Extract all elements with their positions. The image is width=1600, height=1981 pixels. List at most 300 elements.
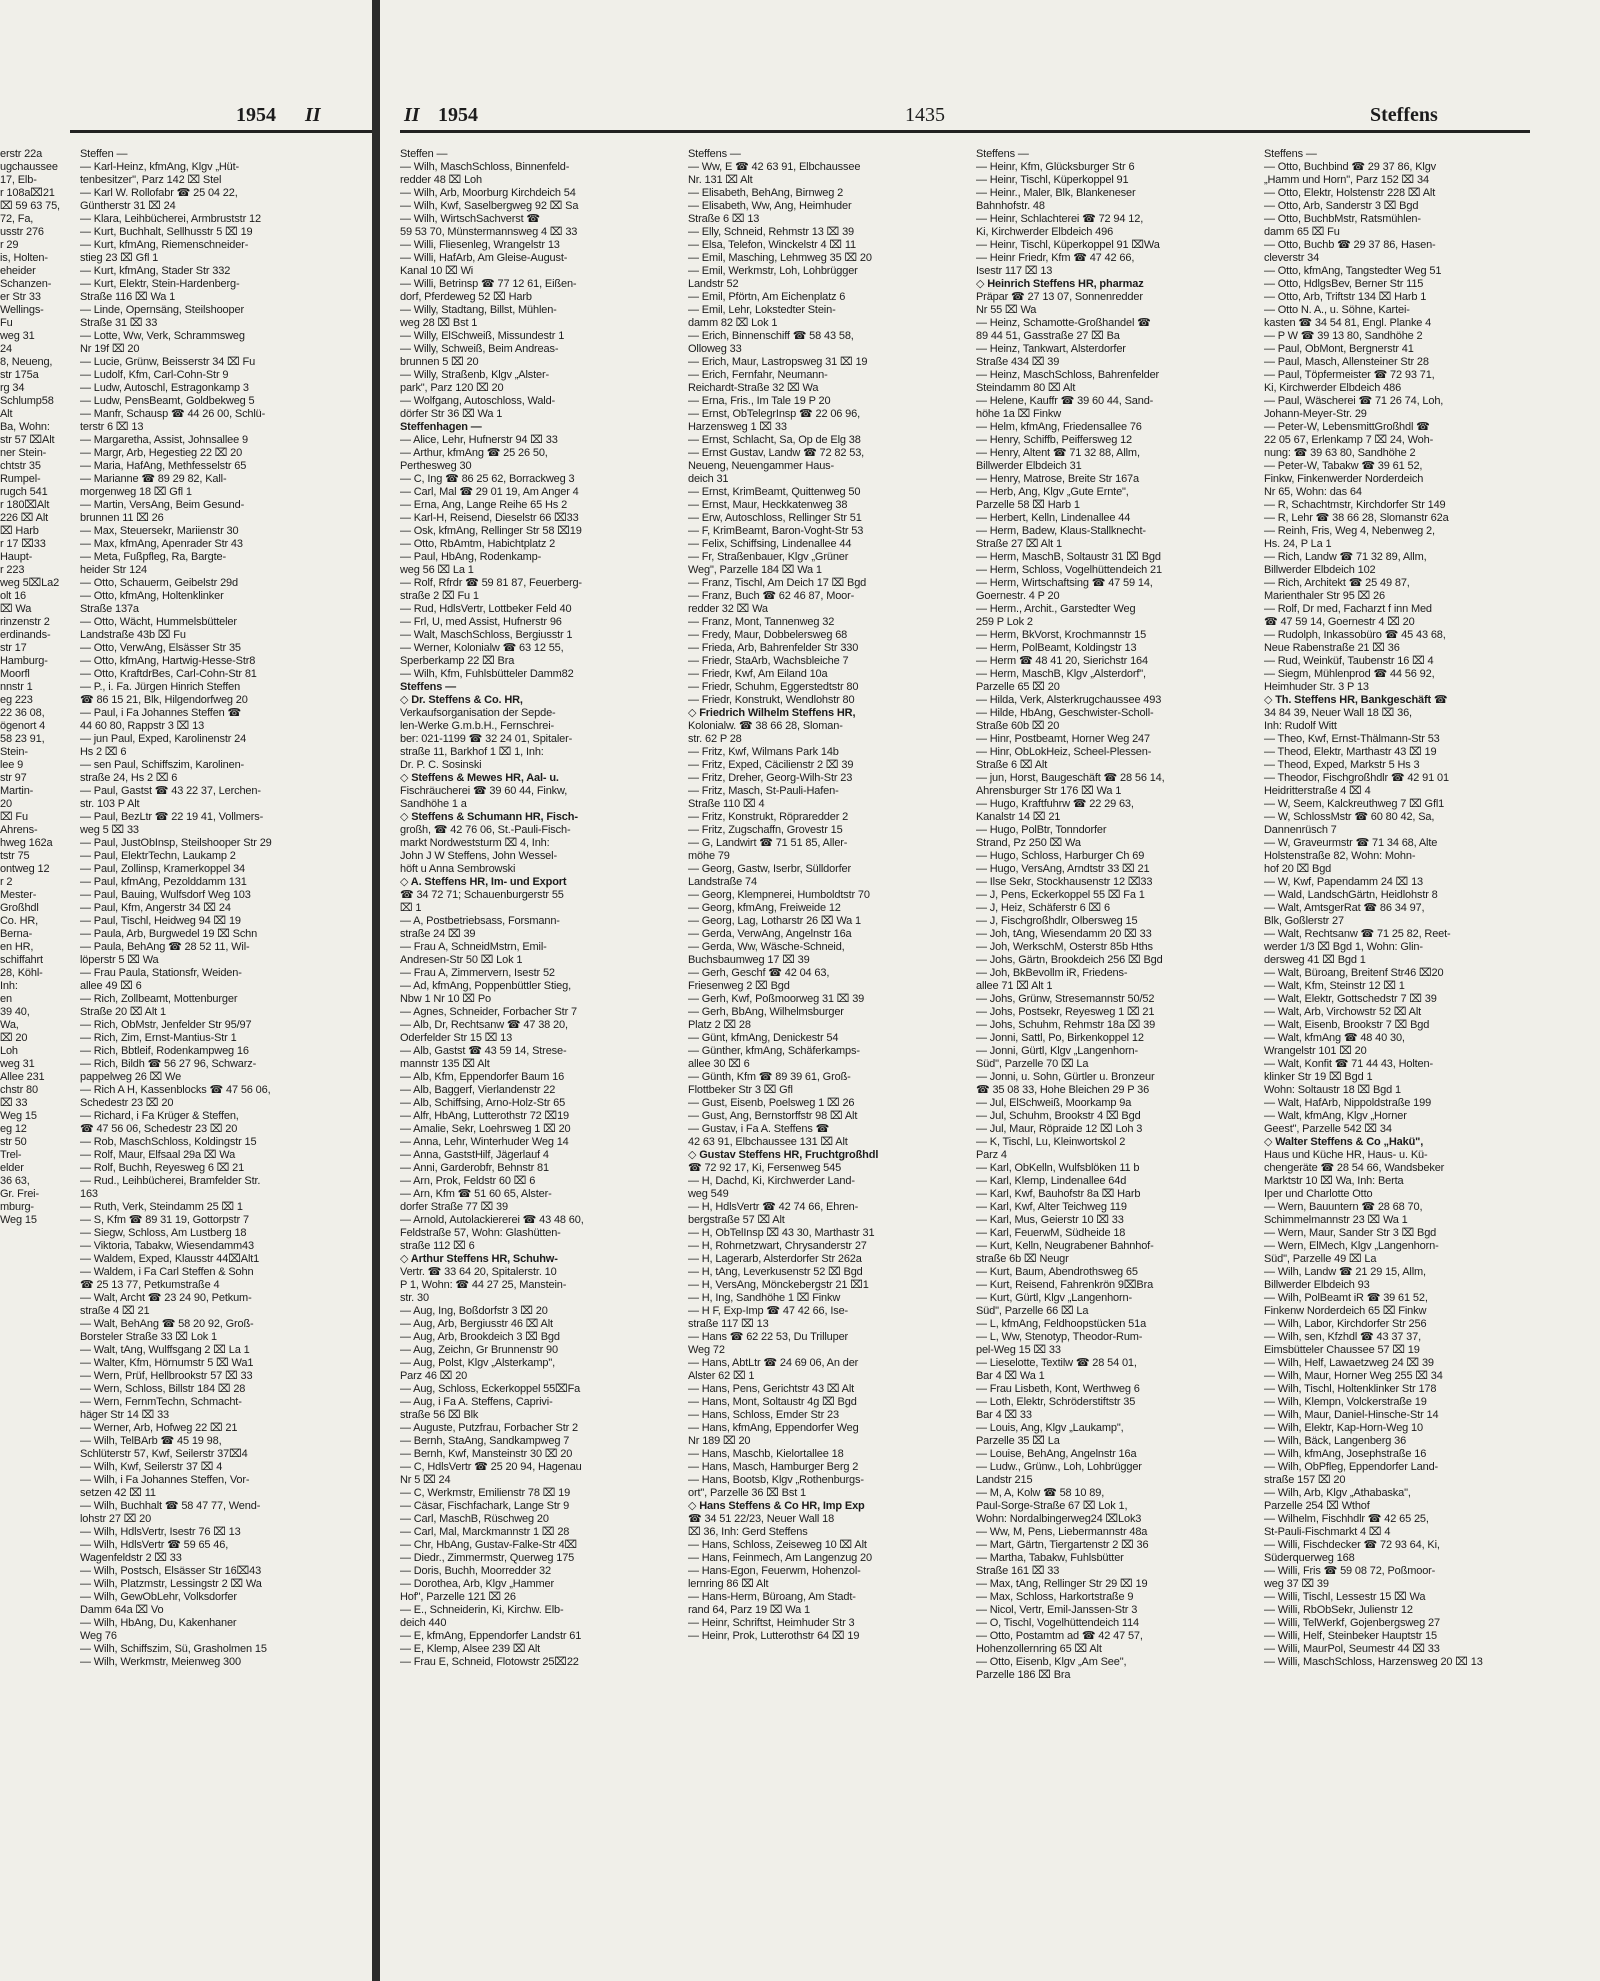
directory-entry-line: — Hugo, PolBtr, Tonndorfer xyxy=(976,824,1107,836)
directory-entry-line: — Paul, Tischl, Heidweg 94 ⌧ 19 xyxy=(80,915,241,927)
directory-entry-line: — Willy, ElSchweiß, Missundestr 1 xyxy=(400,330,565,342)
directory-entry-line: — Willi, MaurPol, Seumestr 44 ⌧ 33 xyxy=(1264,1643,1440,1655)
directory-entry-line: str. 103 P Alt xyxy=(80,798,140,810)
directory-entry-line: Neue Rabenstraße 21 ⌧ 36 xyxy=(1264,642,1400,654)
directory-entry-line: — Wilh, ObPfleg, Eppendorfer Land- xyxy=(1264,1461,1439,1473)
directory-entry-line: — Emil, Masching, Lehmweg 35 ⌧ 20 xyxy=(688,252,872,264)
directory-entry-line: — Ernst, Maur, Heckkatenweg 38 xyxy=(688,499,848,511)
fragment-line: r 180⌧Alt xyxy=(0,499,50,511)
directory-entry-line: — Wilh, kfmAng, Josephstraße 16 xyxy=(1264,1448,1427,1460)
directory-entry-line: terstr 6 ⌧ 13 xyxy=(80,421,144,433)
directory-entry-line: park", Parz 120 ⌧ 20 xyxy=(400,382,504,394)
directory-entry-line: Feldstraße 57, Wohn: Glashütten- xyxy=(400,1227,561,1239)
directory-entry-line: — Rich, ObMstr, Jenfelder Str 95/97 xyxy=(80,1019,252,1031)
fragment-line: 226 ⌧ Alt xyxy=(0,512,49,524)
directory-entry-line: — Paul, i Fa Johannes Steffen ☎ xyxy=(80,707,242,719)
directory-entry-line: — Arthur, kfmAng ☎ 25 26 50, xyxy=(400,447,548,459)
directory-entry-line: — Günther, kfmAng, Schäferkamps- xyxy=(688,1045,860,1057)
directory-entry-line: ◇ Gustav Steffens HR, Fruchtgroßhdl xyxy=(688,1149,879,1161)
directory-entry-line: — Paul, Töpfermeister ☎ 72 93 71, xyxy=(1264,369,1435,381)
directory-entry-line: — Arnold, Autolackiererei ☎ 43 48 60, xyxy=(400,1214,584,1226)
directory-entry-line: — Viktoria, Tabakw, Wiesendamm43 xyxy=(80,1240,254,1252)
directory-entry-line: 34 84 39, Neuer Wall 18 ⌧ 36, xyxy=(1264,707,1412,719)
left-header-rule xyxy=(70,130,372,133)
directory-entry-line: Straße 60b ⌧ 20 xyxy=(976,720,1060,732)
directory-entry-line: — Otto, RbAmtm, Habichtplatz 2 xyxy=(400,538,556,550)
directory-entry-line: Landstraße 74 xyxy=(688,876,757,888)
directory-entry-line: — Elsa, Telefon, Winckelstr 4 ⌧ 11 xyxy=(688,239,856,251)
fragment-line: Moorfl xyxy=(0,668,30,680)
directory-entry-line: — Anna, Lehr, Winterhuder Weg 14 xyxy=(400,1136,569,1148)
directory-entry-line: — Paul, kfmAng, Pezolddamm 131 xyxy=(80,876,247,888)
directory-entry-line: — Aug, Arb, Bergiusstr 46 ⌧ Alt xyxy=(400,1318,553,1330)
directory-entry-line: — Günt, kfmAng, Denickestr 54 xyxy=(688,1032,839,1044)
directory-entry-line: — Theo, Kwf, Ernst-Thälmann-Str 53 xyxy=(1264,733,1440,745)
directory-entry-line: Wagenfeldstr 2 ⌧ 33 xyxy=(80,1552,182,1564)
directory-entry-line: — Karl, Kwf, Bauhofstr 8a ⌧ Harb xyxy=(976,1188,1141,1200)
directory-entry-line: — Otto, KraftdrBes, Carl-Cohn-Str 81 xyxy=(80,668,257,680)
directory-entry-line: — Alfr, HbAng, Lutterothstr 72 ⌧19 xyxy=(400,1110,569,1122)
directory-entry-line: — Rich, Zim, Ernst-Mantius-Str 1 xyxy=(80,1032,237,1044)
directory-entry-line: Schedestr 23 ⌧ 20 xyxy=(80,1097,174,1109)
directory-entry-line: straße 24, Hs 2 ⌧ 6 xyxy=(80,772,178,784)
directory-entry-line: Kolonialw. ☎ 38 66 28, Sloman- xyxy=(688,720,843,732)
fragment-line: is, Holten- xyxy=(0,252,48,264)
fragment-line: 39 40, xyxy=(0,1006,30,1018)
directory-entry-line: Nr. 131 ⌧ Alt xyxy=(688,174,753,186)
directory-entry-line: — Wilh, i Fa Johannes Steffen, Vor- xyxy=(80,1474,250,1486)
directory-entry-line: — Kurt, Reisend, Fahrenkrön 9⌧Bra xyxy=(976,1279,1154,1291)
directory-entry-line: Parzelle 254 ⌧ Wthof xyxy=(1264,1500,1370,1512)
directory-entry-line: Ahrensburger Str 176 ⌧ Wa 1 xyxy=(976,785,1122,797)
directory-entry-line: straße 4 ⌧ 21 xyxy=(80,1305,150,1317)
directory-entry-line: Weg", Parzelle 184 ⌧ Wa 1 xyxy=(688,564,822,576)
directory-entry-line: höft u Anna Sembrowski xyxy=(400,863,516,875)
directory-entry-line: Straße 31 ⌧ 33 xyxy=(80,317,158,329)
directory-entry-line: Harzensweg 1 ⌧ 33 xyxy=(688,421,787,433)
directory-entry-line: — Wilh, Tischl, Holtenklinker Str 178 xyxy=(1264,1383,1437,1395)
left-directory-column xyxy=(80,148,372,1978)
directory-entry-line: ◇ Arthur Steffens HR, Schuhw- xyxy=(400,1253,558,1265)
directory-entry-line: — Johs, Schuhm, Rehmstr 18a ⌧ 39 xyxy=(976,1019,1156,1031)
directory-entry-line: Heimhuder Str. 3 P 13 xyxy=(1264,681,1369,693)
directory-entry-line: — Ad, kfmAng, Poppenbüttler Stieg, xyxy=(400,980,572,992)
directory-entry-line: — Willi, Betrinsp ☎ 77 12 61, Eißen- xyxy=(400,278,577,290)
directory-entry-line: — Nicol, Vertr, Emil-Janssen-Str 3 xyxy=(976,1604,1138,1616)
directory-entry-line: Straße 27 ⌧ Alt 1 xyxy=(976,538,1062,550)
directory-entry-line: — Gerh, Kwf, Poßmoorweg 31 ⌧ 39 xyxy=(688,993,865,1005)
directory-entry-line: — Walt, Kfm, Steinstr 12 ⌧ 1 xyxy=(1264,980,1405,992)
directory-entry-line: — Rolf, Maur, Elfsaal 29a ⌧ Wa xyxy=(80,1149,236,1161)
directory-entry-line: — Rich, Zollbeamt, Mottenburger xyxy=(80,993,238,1005)
directory-entry-line: brunnen 11 ⌧ 26 xyxy=(80,512,164,524)
directory-entry-line: — Heinr, Schriftst, Heimhuder Str 3 xyxy=(688,1617,855,1629)
directory-entry-line: — Helene, Kauffr ☎ 39 60 44, Sand- xyxy=(976,395,1154,407)
directory-entry-line: — Otto, Elektr, Holstenstr 228 ⌧ Alt xyxy=(1264,187,1436,199)
fragment-line: Rumpel- xyxy=(0,473,41,485)
directory-entry-line: — Otto, Buchbind ☎ 29 37 86, Klgv xyxy=(1264,161,1437,173)
fragment-line: Schanzen- xyxy=(0,278,52,290)
directory-entry-line: — Lotte, Ww, Verk, Schrammsweg xyxy=(80,330,245,342)
directory-entry-line: — Gust, Ang, Bernstorffstr 98 ⌧ Alt xyxy=(688,1110,858,1122)
directory-entry-line: — Friedr, Schuhm, Eggerstedtstr 80 xyxy=(688,681,859,693)
directory-entry-line: — Arn, Prok, Feldstr 60 ⌧ 6 xyxy=(400,1175,536,1187)
directory-entry-line: möhe 79 xyxy=(688,850,730,862)
directory-entry-line: — Ludw, PensBeamt, Goldbekweg 5 xyxy=(80,395,255,407)
fragment-line: ⌧ Wa xyxy=(0,603,32,615)
directory-entry-line: — Elisabeth, Ww, Ang, Heimhuder xyxy=(688,200,852,212)
directory-entry-line: — Karl W. Rollofabr ☎ 25 04 22, xyxy=(80,187,238,199)
directory-entry-line: Andresen-Str 50 ⌧ Lok 1 xyxy=(400,954,523,966)
directory-entry-line: pappelweg 26 ⌧ We xyxy=(80,1071,182,1083)
directory-entry-line: — Linde, Opernsäng, Steilshooper xyxy=(80,304,244,316)
directory-entry-line: 259 P Lok 2 xyxy=(976,616,1033,628)
directory-entry-line: — Wilh, Landw ☎ 21 29 15, Allm, xyxy=(1264,1266,1426,1278)
directory-entry-line: Hs 2 ⌧ 6 xyxy=(80,746,127,758)
directory-entry-line: — Ilse Sekr, Stockhausenstr 12 ⌧33 xyxy=(976,876,1153,888)
directory-entry-line: — Dorothea, Arb, Klgv „Hammer xyxy=(400,1578,554,1590)
directory-entry-line: Straße 116 ⌧ Wa 1 xyxy=(80,291,176,303)
directory-entry-line: — Doris, Buchh, Moorredder 32 xyxy=(400,1565,551,1577)
directory-entry-line: — Wilh, Labor, Kirchdorfer Str 256 xyxy=(1264,1318,1427,1330)
directory-entry-line: weg 28 ⌧ Bst 1 xyxy=(400,317,478,329)
directory-entry-line: weg 56 ⌧ La 1 xyxy=(400,564,474,576)
directory-entry-line: ort", Parzelle 36 ⌧ Bst 1 xyxy=(688,1487,806,1499)
directory-entry-line: — Wilhelm, Fischhdlr ☎ 42 65 25, xyxy=(1264,1513,1429,1525)
directory-entry-line: Hof", Parzelle 121 ⌧ 26 xyxy=(400,1591,516,1603)
directory-entry-line: — Willi, Helf, Steinbeker Hauptstr 15 xyxy=(1264,1630,1437,1642)
directory-entry-line: — Wilh, Arb, Moorburg Kirchdeich 54 xyxy=(400,187,576,199)
directory-entry-line: — Herm ☎ 48 41 20, Sierichstr 164 xyxy=(976,655,1148,667)
directory-entry-line: ☎ 34 51 22/23, Neuer Wall 18 xyxy=(688,1513,835,1525)
fragment-line: olt 16 xyxy=(0,590,27,602)
directory-entry-line: Perthesweg 30 xyxy=(400,460,472,472)
directory-entry-line: rand 64, Parz 19 ⌧ Wa 1 xyxy=(688,1604,810,1616)
fragment-line: Ahrens- xyxy=(0,824,38,836)
fragment-line: Haupt- xyxy=(0,551,33,563)
directory-entry-line: — C, Ing ☎ 86 25 62, Borrackweg 3 xyxy=(400,473,575,485)
directory-entry-line: Landstr 215 xyxy=(976,1474,1033,1486)
directory-entry-line: — Fritz, Dreher, Georg-Wilh-Str 23 xyxy=(688,772,853,784)
directory-entry-line: Güntherstr 31 ⌧ 24 xyxy=(80,200,176,212)
directory-entry-line: — Wilh, Klempn, Volckerstraße 19 xyxy=(1264,1396,1427,1408)
directory-entry-line: — Willi, HafArb, Am Gleise-August- xyxy=(400,252,568,264)
fragment-line: hweg 162a xyxy=(0,837,53,849)
directory-entry-line: Finkenw Norderdeich 65 ⌧ Finkw xyxy=(1264,1305,1427,1317)
directory-entry-line: — Otto, kfmAng, Tangstedter Weg 51 xyxy=(1264,265,1442,277)
directory-entry-line: straße 117 ⌧ 13 xyxy=(688,1318,769,1330)
directory-entry-line: — Gerda, Ww, Wäsche-Schneid, xyxy=(688,941,845,953)
directory-entry-line: — Wilh, Bäck, Langenberg 36 xyxy=(1264,1435,1407,1447)
directory-entry-line: — Jonni, u. Sohn, Gürtler u. Bronzeur xyxy=(976,1071,1155,1083)
directory-entry-line: — Aug, Ing, Boßdorfstr 3 ⌧ 20 xyxy=(400,1305,548,1317)
directory-entry-line: — Walt, Arb, Virchowstr 52 ⌧ Alt xyxy=(1264,1006,1422,1018)
directory-entry-line: — Hans, Schloss, Zeiseweg 10 ⌧ Alt xyxy=(688,1539,867,1551)
directory-entry-line: — Gerh, BbAng, Wilhelmsburger xyxy=(688,1006,844,1018)
directory-entry-line: — C, Werkmstr, Emilienstr 78 ⌧ 19 xyxy=(400,1487,571,1499)
directory-entry-line: — R, Schachtmstr, Kirchdorfer Str 149 xyxy=(1264,499,1446,511)
directory-entry-line: — L, kfmAng, Feldhoopstücken 51a xyxy=(976,1318,1147,1330)
book-gutter xyxy=(372,0,380,1981)
fragment-line: r 17 ⌧33 xyxy=(0,538,46,550)
directory-entry-line: Bar 4 ⌧ 33 xyxy=(976,1409,1032,1421)
directory-entry-line: Parzelle 186 ⌧ Bra xyxy=(976,1669,1071,1681)
directory-entry-line: — Karl, Mus, Geierstr 10 ⌧ 33 xyxy=(976,1214,1124,1226)
directory-entry-line: — Hans, Maschb, Kielortallee 18 xyxy=(688,1448,844,1460)
directory-entry-line: — Otto, HdlgsBev, Berner Str 115 xyxy=(1264,278,1424,290)
directory-entry-line: — Rolf, Rfrdr ☎ 59 81 87, Feuerberg- xyxy=(400,577,582,589)
directory-entry-line: straße 56 ⌧ Blk xyxy=(400,1409,479,1421)
fragment-line: eheider xyxy=(0,265,36,277)
directory-entry-line: — Paula, Arb, Burgwedel 19 ⌧ Schn xyxy=(80,928,258,940)
directory-entry-line: — Walt, Rechtsanw ☎ 71 25 82, Reet- xyxy=(1264,928,1451,940)
directory-entry-line: — Maria, HafAng, Methfesselstr 65 xyxy=(80,460,247,472)
directory-entry-line: allee 49 ⌧ 6 xyxy=(80,980,142,992)
directory-entry-line: — Aug, i Fa A. Steffens, Caprivi- xyxy=(400,1396,553,1408)
directory-entry-line: Straße 6 ⌧ Alt xyxy=(976,759,1048,771)
fragment-line: rinzenstr 2 xyxy=(0,616,50,628)
directory-entry-line: Verkaufsorganisation der Sepde- xyxy=(400,707,556,719)
directory-entry-line: Billwerder Elbdeich 102 xyxy=(1264,564,1376,576)
fragment-line: Trel- xyxy=(0,1149,22,1161)
directory-entry-line: — Aug, Arb, Brookdeich 3 ⌧ Bgd xyxy=(400,1331,560,1343)
directory-entry-line: straße 112 ⌧ 6 xyxy=(400,1240,475,1252)
directory-entry-line: nung: ☎ 39 63 80, Sandhöhe 2 xyxy=(1264,447,1416,459)
directory-entry-line: — Wilh, Maur, Horner Weg 255 ⌧ 34 xyxy=(1264,1370,1443,1382)
directory-entry-line: — Marianne ☎ 89 29 82, Kall- xyxy=(80,473,227,485)
left-header-year: 1954 xyxy=(236,104,276,126)
directory-entry-line: Weg 72 xyxy=(688,1344,725,1356)
directory-entry-line: Heidritterstraße 4 ⌧ 4 xyxy=(1264,785,1371,797)
directory-entry-line: — H, ObTelInsp ⌧ 43 30, Marthastr 31 xyxy=(688,1227,875,1239)
directory-entry-line: Süd", Parzelle 70 ⌧ La xyxy=(976,1058,1089,1070)
directory-entry-line: Nr 189 ⌧ 20 xyxy=(688,1435,751,1447)
directory-entry-line: — Meta, Fußpfleg, Ra, Bargte- xyxy=(80,551,227,563)
column-continuation-head: Steffen — xyxy=(400,148,448,160)
directory-entry-line: höhe 1a ⌧ Finkw xyxy=(976,408,1062,420)
directory-entry-line: — Wilh, TelBArb ☎ 45 19 98, xyxy=(80,1435,222,1447)
directory-entry-line: — Georg, Klempnerei, Humboldtstr 70 xyxy=(688,889,870,901)
directory-column-2 xyxy=(688,148,970,1978)
directory-entry-line: Steffenhagen — xyxy=(400,421,482,433)
directory-entry-line: — Herm, Wirtschaftsing ☎ 47 59 14, xyxy=(976,577,1153,589)
directory-entry-line: — H F, Exp-Imp ☎ 47 42 66, Ise- xyxy=(688,1305,849,1317)
directory-entry-line: klinker Str 19 ⌧ Bgd 1 xyxy=(1264,1071,1373,1083)
directory-entry-line: — Franz, Buch ☎ 62 46 87, Moor- xyxy=(688,590,855,602)
directory-entry-line: Nr 5 ⌧ 24 xyxy=(400,1474,451,1486)
directory-entry-line: Nbw 1 Nr 10 ⌧ Po xyxy=(400,993,491,1005)
directory-entry-line: — Heinz, Schamotte-Großhandel ☎ xyxy=(976,317,1151,329)
fragment-line: weg 5⌧La2 xyxy=(0,577,60,589)
directory-entry-line: — Günth, Kfm ☎ 89 39 61, Groß- xyxy=(688,1071,851,1083)
directory-entry-line: 89 44 51, Gasstraße 27 ⌧ Ba xyxy=(976,330,1120,342)
directory-entry-line: — Rolf, Buchh, Reyesweg 6 ⌧ 21 xyxy=(80,1162,245,1174)
directory-entry-line: Hs. 24, P La 1 xyxy=(1264,538,1332,550)
directory-entry-line: — Karl, Kwf, Alter Teichweg 119 xyxy=(976,1201,1127,1213)
directory-entry-line: — Wern, Bauuntern ☎ 28 68 70, xyxy=(1264,1201,1423,1213)
directory-entry-line: — Alb, Baggerf, Vierlandenstr 22 xyxy=(400,1084,556,1096)
directory-entry-line: — Ludw, Autoschl, Estragonkamp 3 xyxy=(80,382,249,394)
directory-entry-line: — J, Pens, Eckerkoppel 55 ⌧ Fa 1 xyxy=(976,889,1145,901)
directory-entry-line: — Hans ☎ 62 22 53, Du Trilluper xyxy=(688,1331,849,1343)
directory-entry-line: — Walt, BehAng ☎ 58 20 92, Groß- xyxy=(80,1318,254,1330)
directory-entry-line: ◇ Friedrich Wilhelm Steffens HR, xyxy=(688,707,856,719)
directory-entry-line: — P W ☎ 39 13 80, Sandhöhe 2 xyxy=(1264,330,1423,342)
directory-entry-line: ◇ A. Steffens HR, Im- und Export xyxy=(400,876,567,888)
directory-entry-line: Landstraße 43b ⌧ Fu xyxy=(80,629,186,641)
directory-entry-line: — Heinr, Tischl, Küperkoppel 91 ⌧Wa xyxy=(976,239,1160,251)
directory-entry-line: Wohn: Nordalbingerweg24 ⌧Lok3 xyxy=(976,1513,1142,1525)
directory-entry-line: — H, Dachd, Ki, Kirchwerder Land- xyxy=(688,1175,855,1187)
directory-entry-line: — Frau A, Zimmervern, Isestr 52 xyxy=(400,967,555,979)
directory-entry-line: — Wilh, HbAng, Du, Kakenhaner xyxy=(80,1617,237,1629)
directory-entry-line: — Hans, Mont, Soltaustr 4g ⌧ Bgd xyxy=(688,1396,857,1408)
directory-entry-line: — Kurt, Baum, Abendrothsweg 65 xyxy=(976,1266,1138,1278)
directory-entry-line: tenbesitzer", Parz 142 ⌧ Stel xyxy=(80,174,222,186)
directory-entry-line: — Heinr, Schlachterei ☎ 72 94 12, xyxy=(976,213,1144,225)
directory-entry-line: ◇ Heinrich Steffens HR, pharmaz xyxy=(976,278,1144,290)
fragment-line: usstr 276 xyxy=(0,226,44,238)
directory-entry-line: — Gust, Eisenb, Poelsweg 1 ⌧ 26 xyxy=(688,1097,855,1109)
directory-entry-line: — Frl, U, med Assist, Hufnerstr 96 xyxy=(400,616,562,628)
directory-entry-line: Landstr 52 xyxy=(688,278,739,290)
directory-entry-line: — Willi, Fischdecker ☎ 72 93 64, Ki, xyxy=(1264,1539,1440,1551)
directory-entry-line: — Waldem, Exped, Klausstr 44⌧Alt1 xyxy=(80,1253,260,1265)
directory-entry-line: — Paul, Bauing, Wulfsdorf Weg 103 xyxy=(80,889,251,901)
directory-entry-line: Marienthaler Str 95 ⌧ 26 xyxy=(1264,590,1385,602)
fragment-line: Hamburg- xyxy=(0,655,48,667)
directory-entry-line: Strand, Pz 250 ⌧ Wa xyxy=(976,837,1081,849)
running-head: Steffens xyxy=(1370,104,1438,126)
directory-entry-line: — Wolfgang, Autoschloss, Wald- xyxy=(400,395,556,407)
directory-entry-line: Dannenrüsch 7 xyxy=(1264,824,1337,836)
directory-entry-line: Marktstr 10 ⌧ Wa, Inh: Berta xyxy=(1264,1175,1404,1187)
directory-entry-line: — Karl, Klemp, Lindenallee 64d xyxy=(976,1175,1127,1187)
directory-entry-line: Steffens — xyxy=(400,681,456,693)
directory-entry-line: — Walt, kfmAng ☎ 48 40 30, xyxy=(1264,1032,1405,1044)
directory-entry-line: ☎ 35 08 33, Hohe Bleichen 29 P 36 xyxy=(976,1084,1150,1096)
directory-entry-line: — Georg, Gastw, Iserbr, Sülldorfer xyxy=(688,863,852,875)
directory-entry-line: ◇ Th. Steffens HR, Bankgeschäft ☎ xyxy=(1264,694,1448,706)
directory-entry-line: — Erich, Maur, Lastropsweg 31 ⌧ 19 xyxy=(688,356,868,368)
directory-entry-line: — Hugo, Kraftfuhrw ☎ 22 29 63, xyxy=(976,798,1134,810)
directory-entry-line: — Anna, GaststHilf, Jägerlauf 4 xyxy=(400,1149,549,1161)
directory-entry-line: deich 440 xyxy=(400,1617,447,1629)
directory-entry-line: — Willi, Tischl, Lessestr 15 ⌧ Wa xyxy=(1264,1591,1426,1603)
fragment-line: Stein- xyxy=(0,746,28,758)
directory-entry-line: — S, Kfm ☎ 89 31 19, Gottorpstr 7 xyxy=(80,1214,249,1226)
directory-entry-line: — Emil, Lehr, Lokstedter Stein- xyxy=(688,304,836,316)
directory-entry-line: Dr. P. C. Sosinski xyxy=(400,759,482,771)
directory-entry-line: — Fritz, Konstrukt, Röpraredder 2 xyxy=(688,811,849,823)
directory-entry-line: — Hugo, VersAng, Arndtstr 33 ⌧ 21 xyxy=(976,863,1150,875)
directory-entry-line: Oderfelder Str 15 ⌧ 13 xyxy=(400,1032,513,1044)
directory-entry-line: — Ernst, ObTelegrInsp ☎ 22 06 96, xyxy=(688,408,861,420)
directory-entry-line: — Wern, Maur, Sander Str 3 ⌧ Bgd xyxy=(1264,1227,1437,1239)
directory-entry-line: — Paul, Gastst ☎ 43 22 37, Lerchen- xyxy=(80,785,261,797)
directory-entry-line: damm 65 ⌧ Fu xyxy=(1264,226,1340,238)
directory-entry-line: — Willi, MaschSchloss, Harzensweg 20 ⌧ 13 xyxy=(1264,1656,1483,1668)
directory-entry-line: — Walt, MaschSchloss, Bergiusstr 1 xyxy=(400,629,573,641)
directory-entry-line: — Erich, Binnenschiff ☎ 58 43 58, xyxy=(688,330,854,342)
directory-entry-line: — H, Rohrnetzwart, Chrysanderstr 27 xyxy=(688,1240,867,1252)
directory-entry-line: — Max, tAng, Rellinger Str 29 ⌧ 19 xyxy=(976,1578,1148,1590)
directory-entry-line: — Waldem, i Fa Carl Steffen & Sohn xyxy=(80,1266,254,1278)
directory-entry-line: — Kurt, kfmAng, Riemenschneider- xyxy=(80,239,249,251)
page-number: 1435 xyxy=(905,104,945,126)
directory-entry-line: — Margr, Arb, Hegestieg 22 ⌧ 20 xyxy=(80,447,243,459)
directory-entry-line: — Ernst Gustav, Landw ☎ 72 82 53, xyxy=(688,447,865,459)
directory-entry-line: — Theod, Elektr, Marthastr 43 ⌧ 19 xyxy=(1264,746,1437,758)
directory-entry-line: Kanal 10 ⌧ Wi xyxy=(400,265,474,277)
directory-entry-line: chengeräte ☎ 28 54 66, Wandsbeker xyxy=(1264,1162,1445,1174)
directory-entry-line: straße 157 ⌧ 20 xyxy=(1264,1474,1346,1486)
fragment-line: 8, Neueng, xyxy=(0,356,53,368)
directory-entry-line: allee 30 ⌧ 6 xyxy=(688,1058,750,1070)
directory-entry-line: — jun Paul, Exped, Karolinenstr 24 xyxy=(80,733,247,745)
fragment-line: 24 xyxy=(0,343,12,355)
directory-entry-line: — Emil, Pförtn, Am Eichenplatz 6 xyxy=(688,291,846,303)
directory-entry-line: pel-Weg 15 ⌧ 33 xyxy=(976,1344,1061,1356)
directory-entry-line: — Walter, Kfm, Hörnumstr 5 ⌧ Wa1 xyxy=(80,1357,254,1369)
fragment-line: Großhdl xyxy=(0,902,39,914)
fragment-line: chstr 80 xyxy=(0,1084,38,1096)
directory-entry-line: redder 48 ⌧ Loh xyxy=(400,174,482,186)
directory-entry-line: Goernestr. 4 P 20 xyxy=(976,590,1060,602)
directory-entry-line: — Hans-Egon, Feuerwm, Hohenzol- xyxy=(688,1565,861,1577)
directory-entry-line: — Rud, Weinküf, Taubenstr 16 ⌧ 4 xyxy=(1264,655,1434,667)
directory-entry-line: — Mart, Gärtn, Tiergartenstr 2 ⌧ 36 xyxy=(976,1539,1149,1551)
directory-entry-line: — Joh, BkBevollm iR, Friedens- xyxy=(976,967,1128,979)
fragment-line: rugch 541 xyxy=(0,486,48,498)
directory-entry-line: — Kurt, Buchhalt, Sellhusstr 5 ⌧ 19 xyxy=(80,226,253,238)
directory-entry-line: straße 11, Barkhof 1 ⌧ 1, Inh: xyxy=(400,746,544,758)
directory-entry-line: — Rich A H, Kassenblocks ☎ 47 56 06, xyxy=(80,1084,271,1096)
directory-entry-line: — Manfr, Schausp ☎ 44 26 00, Schlü- xyxy=(80,408,266,420)
directory-entry-line: — Walt, HafArb, Nippoldstraße 199 xyxy=(1264,1097,1432,1109)
directory-entry-line: dörfer Str 36 ⌧ Wa 1 xyxy=(400,408,503,420)
directory-entry-line: — Georg, kfmAng, Freiweide 12 xyxy=(688,902,841,914)
directory-entry-line: Parzelle 65 ⌧ 20 xyxy=(976,681,1060,693)
directory-entry-line: — Heinz, MaschSchloss, Bahrenfelder xyxy=(976,369,1160,381)
directory-entry-line: — Max, kfmAng, Apenrader Str 43 xyxy=(80,538,243,550)
fragment-line: str 175a xyxy=(0,369,39,381)
fragment-line: 58 23 91, xyxy=(0,733,45,745)
directory-entry-line: John J W Steffens, John Wessel- xyxy=(400,850,557,862)
fragment-line: str 50 xyxy=(0,1136,27,1148)
directory-entry-line: — Wilh, Schiffszim, Sü, Grasholmen 15 xyxy=(80,1643,267,1655)
directory-entry-line: „Hamm und Horn", Parz 152 ⌧ 34 xyxy=(1264,174,1429,186)
directory-entry-line: — Hans-Herm, Büroang, Am Stadt- xyxy=(688,1591,856,1603)
directory-entry-line: — Ww, E ☎ 42 63 91, Elbchaussee xyxy=(688,161,861,173)
directory-entry-line: Sandhöhe 1 a xyxy=(400,798,467,810)
directory-entry-line: — Paul, ObMont, Bergnerstr 41 xyxy=(1264,343,1414,355)
fragment-line: en xyxy=(0,993,12,1005)
directory-entry-line: — Hans, Bootsb, Klgv „Rothenburgs- xyxy=(688,1474,864,1486)
directory-entry-line: — Carl, Mal, Marckmannstr 1 ⌧ 28 xyxy=(400,1526,570,1538)
directory-entry-line: — Karl, ObKelln, Wulfsblöken 11 b xyxy=(976,1162,1140,1174)
directory-entry-line: — Henry, Matrose, Breite Str 167a xyxy=(976,473,1139,485)
directory-entry-line: — Lieselotte, Textilw ☎ 28 54 01, xyxy=(976,1357,1137,1369)
directory-entry-line: — Felix, Schiffsing, Lindenallee 44 xyxy=(688,538,852,550)
directory-entry-line: — Fritz, Kwf, Wilmans Park 14b xyxy=(688,746,839,758)
directory-entry-line: ☎ 47 59 14, Goernestr 4 ⌧ 20 xyxy=(1264,616,1415,628)
directory-entry-line: Bar 4 ⌧ Wa 1 xyxy=(976,1370,1045,1382)
directory-entry-line: — Alb, Gastst ☎ 43 59 14, Strese- xyxy=(400,1045,567,1057)
right-page xyxy=(380,0,1600,1981)
directory-entry-line: Sperberkamp 22 ⌧ Bra xyxy=(400,655,515,667)
directory-entry-line: — Willi, Fliesenleg, Wrangelstr 13 xyxy=(400,239,560,251)
